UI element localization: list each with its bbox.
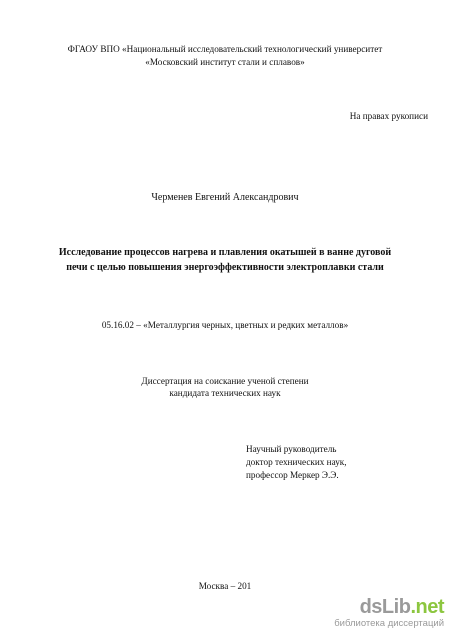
city-year: Москва – 201 (198, 581, 252, 591)
dissertation-title-line-1: Исследование процессов нагрева и плавления окатышей в ванне дуговой (58, 247, 392, 258)
logo-main-text: dsLib (359, 596, 411, 618)
degree-line-2: кандидата технических наук (169, 388, 281, 398)
supervisor-line-2: доктор технических наук, (246, 457, 347, 467)
specialty-code: 05.16.02 – «Металлургия черных, цветных и редких металлов» (101, 320, 349, 330)
manuscript-note: На правах рукописи (349, 111, 428, 121)
supervisor-line-3: профессор Меркер Э.Э. (246, 470, 339, 480)
institution-line-2: «Московский институт стали и сплавов» (145, 57, 305, 67)
dslib-logo (360, 596, 444, 618)
author-name: Черменев Евгений Александрович (151, 192, 299, 203)
watermark-tagline: библиотека диссертаций (334, 618, 444, 629)
logo-tld-text: .net (410, 596, 444, 618)
supervisor-line-1: Научный руководитель (246, 444, 337, 454)
degree-line-1: Диссертация на соискание ученой степени (141, 376, 309, 386)
dslib-watermark (304, 596, 444, 630)
dissertation-title-line-2: печи с целью повышения энергоэффективности электроплавки стали (66, 262, 384, 273)
institution-line-1: ФГАОУ ВПО «Национальный исследовательский технологический университет (67, 44, 383, 54)
